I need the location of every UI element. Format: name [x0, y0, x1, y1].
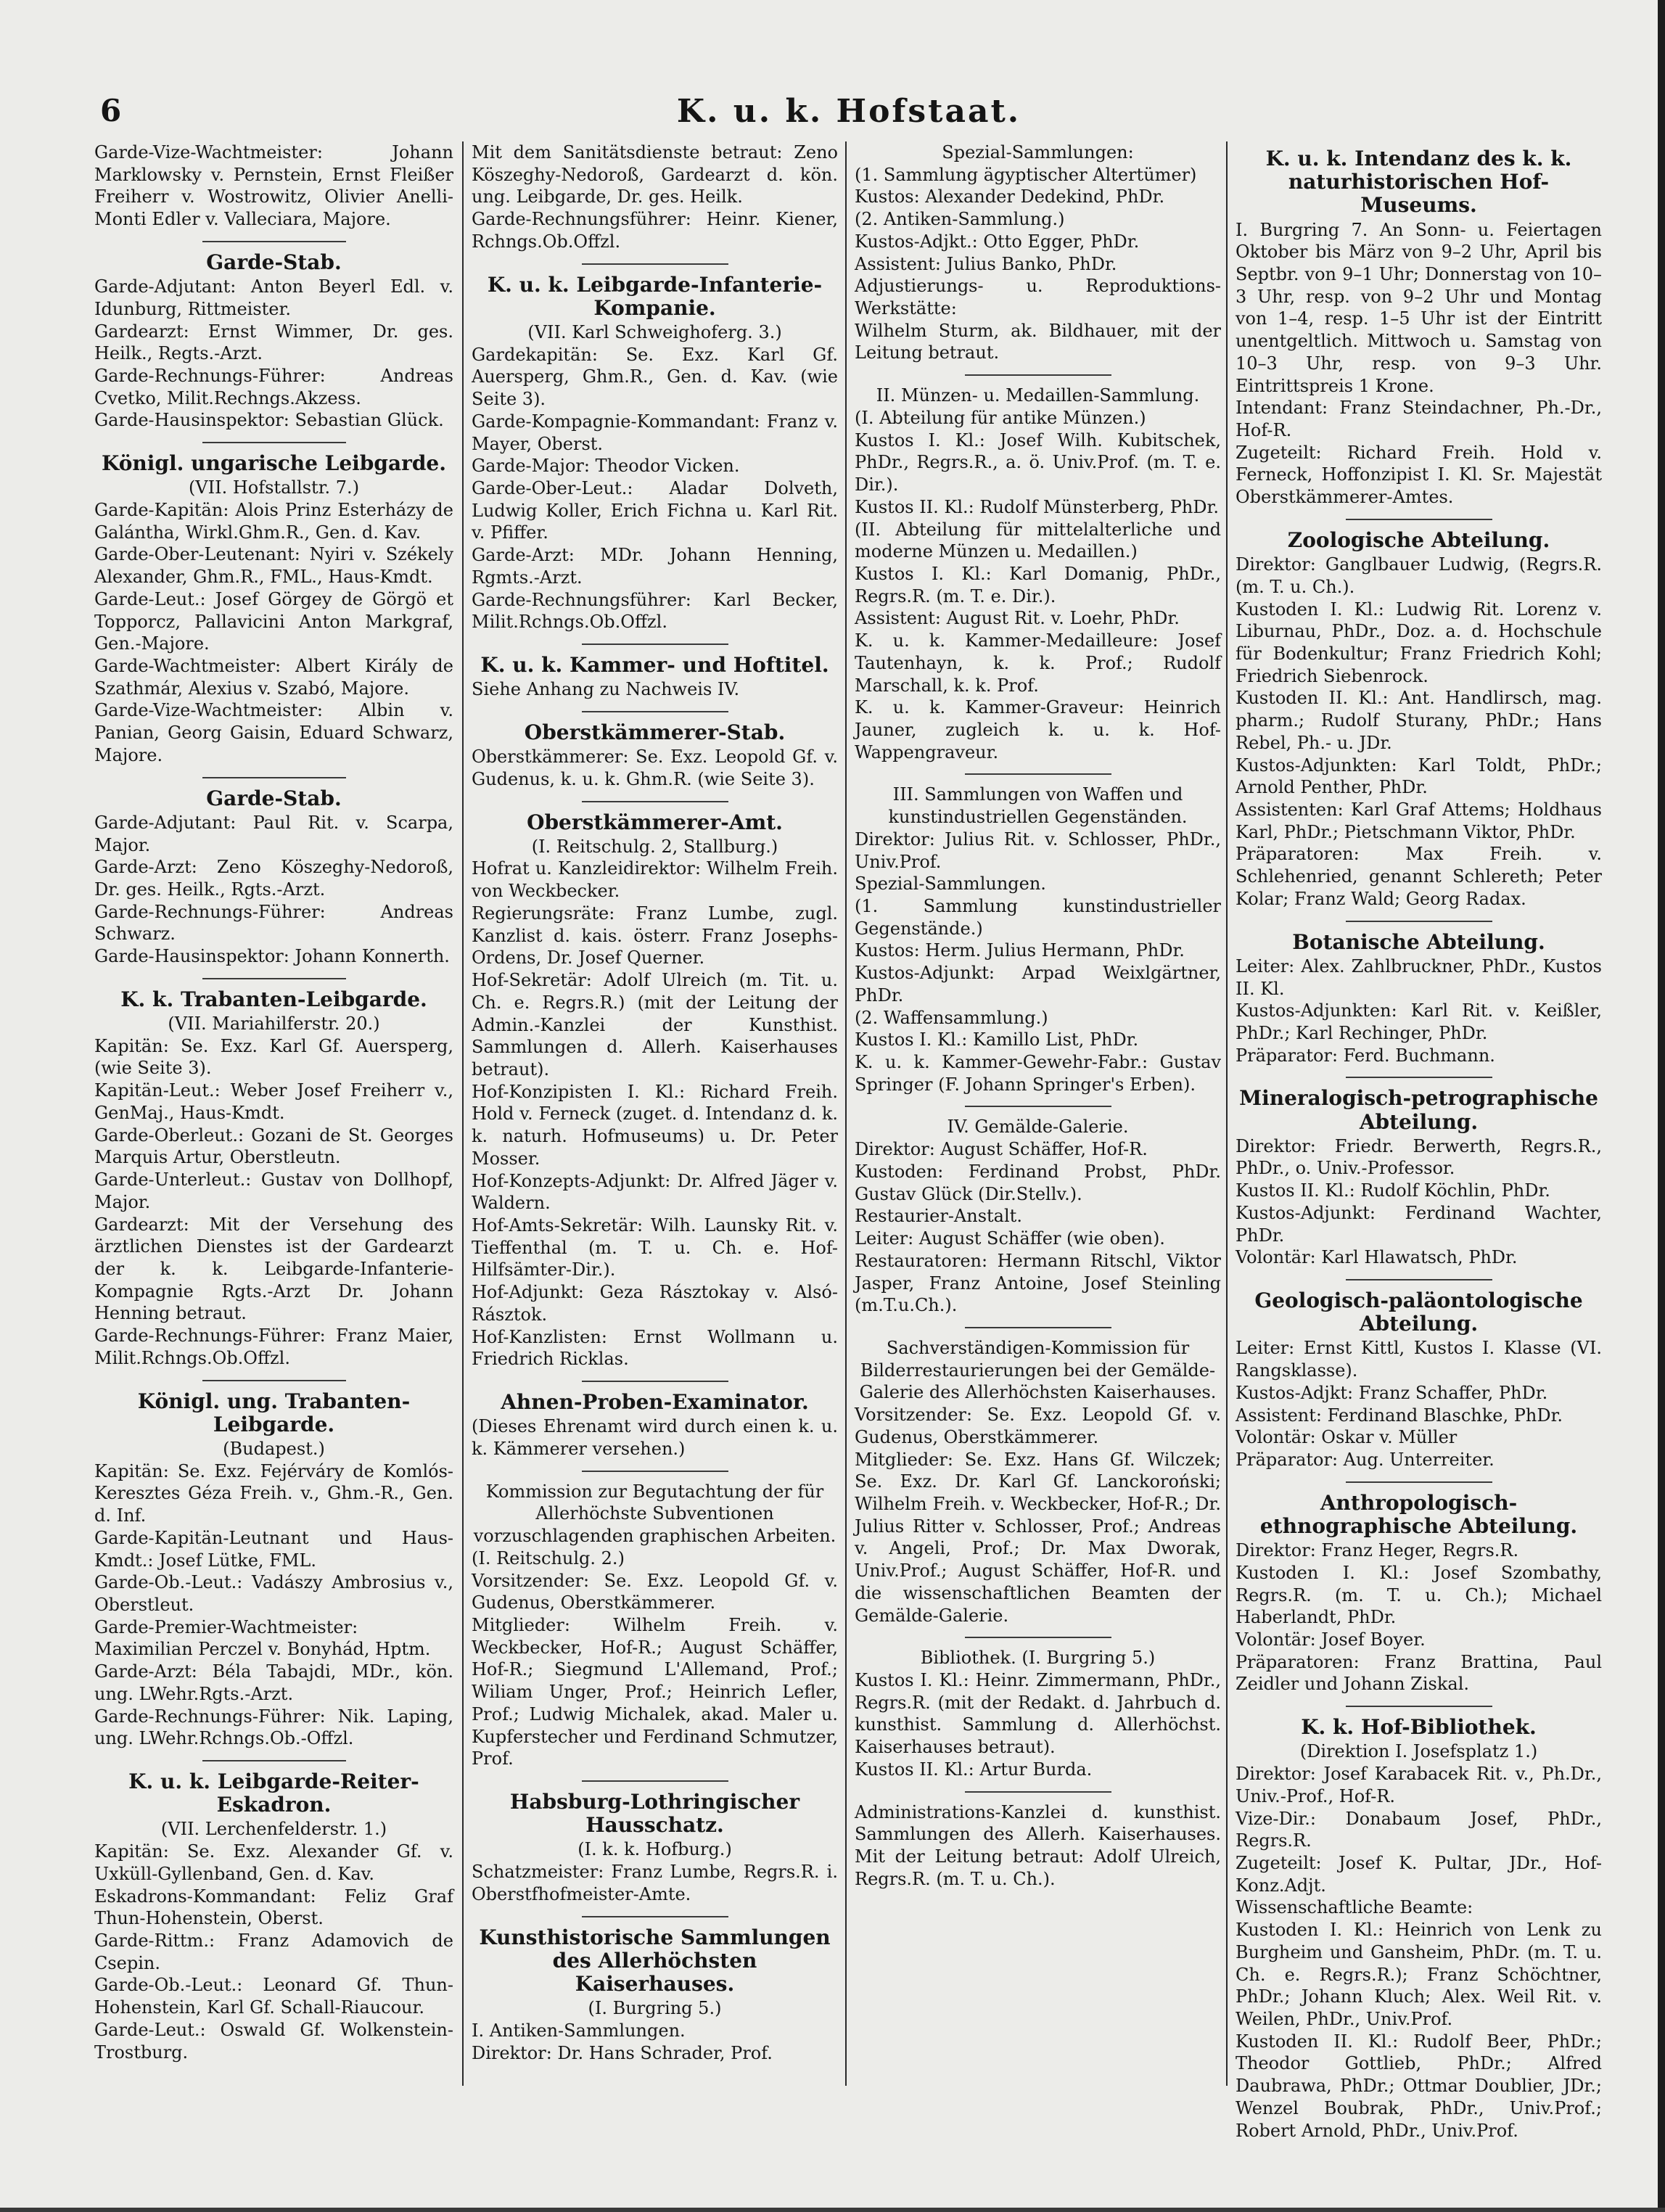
entry-block: [94, 787, 453, 968]
section-heading: K. k. Trabanten-Leibgarde.: [120, 987, 427, 1011]
entry-text: Garde-Kapitän: Alois Prinz Esterházy de Galántha, Wirkl.Ghm.R., Gen. d. Kav.: [94, 500, 453, 543]
entry-text: Gardearzt: Mit der Versehung des ärztlichen Dienstes ist der Gardearzt der k. k. Leibgarde-Infanterie-Kompagnie Rgts.-Arzt Dr. Johann Henning betraut.: [94, 1214, 453, 1324]
entry-block: [94, 251, 453, 432]
section-rule: [582, 801, 728, 802]
entry-text: Zugeteilt: Josef K. Pultar, JDr., Hof-Konz.Adjt.: [1236, 1852, 1602, 1896]
entry-text: Leiter: August Schäffer (wie oben).: [855, 1228, 1165, 1249]
entry-text: Assistent: Ferdinand Blaschke, PhDr.: [1236, 1405, 1563, 1426]
entry-text: Kustos: Herm. Julius Hermann, PhDr.: [855, 940, 1185, 961]
entry-text: Kustoden I. Kl.: Heinrich von Lenk zu Burgheim und Gansheim, PhDr. (m. T. u. Ch. e. Regrs.R.); Franz Schöchtner, PhDr.; Johann Kluch; Alex. Weil Rit. v. Weilen, PhDr., Univ.Prof.: [1236, 1920, 1602, 2029]
entry-text: Hof-Konzipisten I. Kl.: Richard Freih. Hold v. Ferneck (zuget. d. Intendanz d. k. k. naturh. Hofmuseums) u. Dr. Peter Mosser.: [472, 1081, 838, 1169]
entry-text: Hof-Amts-Sekretär: Wilh. Launsky Rit. v. Tieffenthal (m. T. u. Ch. e. Hof-Hilfsämter-Dir.).: [472, 1214, 838, 1280]
entry-text: Administrations-Kanzlei d. kunsthist. Sammlungen des Allerh. Kaiserhauses. Mit der Leitung betraut: Adolf Ulreich, Regrs.R. (m. T. u. Ch.).: [855, 1801, 1221, 1889]
entry-text: Volontär: Karl Hlawatsch, PhDr.: [1236, 1247, 1518, 1268]
entry-text: Mitglieder: Se. Exz. Hans Gf. Wilczek; Se. Exz. Dr. Karl Gf. Lanckoroński; Wilhelm Freih. v. Weckbecker, Hof-R.; Dr. Julius Ritter v. Schlosser, Prof.; Andreas v. Angeli, Prof.; Dr. Max Dworak, Univ.Prof.; August Schäffer, Hof-R. und die wissenschaftlichen Beamten der Gemälde-Galerie.: [855, 1449, 1221, 1626]
entry-text: Assistenten: Karl Graf Attems; Holdhaus Karl, PhDr.; Pietschmann Viktor, PhDr.: [1236, 799, 1602, 842]
entry-text: Garde-Vize-Wachtmeister: Johann Marklowsky v. Pernstein, Ernst Fleißer Freiherr v. Wostrowitz, Olivier Anelli-Monti Edler v. Valleciara, Majore.: [94, 142, 453, 230]
entry-block: [1236, 1716, 1602, 2142]
entry-text: Garde-Leut.: Josef Görgey de Görgö et Topporcz, Pallavicini Anton Markgraf, Gen.-Majore.: [94, 588, 453, 654]
section-subheading: (I. Burgring 5.): [588, 1998, 722, 2019]
section-heading: Geologisch-paläontologische Abteilung.: [1254, 1288, 1583, 1336]
entry-text: Präparatoren: Max Freih. v. Schlehenried, genannt Schlereth; Peter Kolar; Franz Wald; Georg Radax.: [1236, 844, 1602, 909]
entry-text: Kustoden II. Kl.: Rudolf Beer, PhDr.; Theodor Gottlieb, PhDr.; Alfred Daubrawa, PhDr.; Ottmar Doublier, JDr.; Wenzel Boubrak, PhDr., Univ.Prof.; Robert Arnold, PhDr., Univ.Prof.: [1236, 2031, 1602, 2141]
entry-block: [1236, 931, 1602, 1067]
section-rule: [202, 777, 346, 778]
column-divider: [462, 141, 464, 2086]
section-subheading: (I. Reitschulg. 2, Stallburg.): [531, 836, 778, 857]
entry-text: (II. Abteilung für mittelalterliche und moderne Münzen u. Medaillen.): [855, 519, 1221, 562]
entry-text: Präparator: Ferd. Buchmann.: [1236, 1045, 1495, 1066]
entry-text: Restaurier-Anstalt.: [855, 1206, 1022, 1227]
entry-text: Direktor: Franz Heger, Regrs.R.: [1236, 1540, 1519, 1561]
section-rule: [202, 241, 346, 242]
running-title: K. u. k. Hofstaat.: [676, 93, 1021, 130]
section-rule: [582, 1381, 728, 1382]
entry-text: Volontär: Oskar v. Müller: [1236, 1427, 1458, 1448]
entry-block: [855, 385, 1221, 763]
entry-text: Spezial-Sammlungen.: [855, 873, 1046, 895]
entry-text: Kustos I. Kl.: Karl Domanig, PhDr., Regrs.R. (m. T. e. Dir.).: [855, 563, 1221, 607]
section-heading: Königl. ung. Trabanten-Leibgarde.: [137, 1389, 411, 1436]
section-rule: [1346, 1481, 1492, 1483]
entry-text: Kustos: Alexander Dedekind, PhDr.: [855, 186, 1165, 207]
entry-text: Kapitän-Leut.: Weber Josef Freiherr v., GenMaj., Haus-Kmdt.: [94, 1080, 453, 1123]
section-heading: K. u. k. Kammer- und Hoftitel.: [480, 653, 829, 678]
entry-text: Kustoden II. Kl.: Ant. Handlirsch, mag. pharm.; Rudolf Sturany, PhDr.; Hans Rebel, Ph.- u. JDr.: [1236, 688, 1602, 753]
entry-text: Regierungsräte: Franz Lumbe, zugl. Kanzlist d. kais. österr. Franz Josephs-Ordens, Dr. Josef Querner.: [472, 903, 838, 969]
section-rule: [582, 711, 728, 712]
entry-text: Assistent: Julius Banko, PhDr.: [855, 253, 1117, 274]
entry-text: Gardekapitän: Se. Exz. Karl Gf. Auersperg, Ghm.R., Gen. d. Kav. (wie Seite 3).: [472, 344, 838, 410]
entry-text: Kustos I. Kl.: Kamillo List, PhDr.: [855, 1029, 1139, 1051]
entry-block: [94, 452, 453, 767]
section-subheading: III. Sammlungen von Waffen und kunstindustriellen Gegenständen.: [888, 784, 1188, 828]
column-4: [1236, 141, 1602, 2152]
entry-text: Kustos II. Kl.: Rudolf Münsterberg, PhDr.: [855, 496, 1220, 517]
entry-text: Vorsitzender: Se. Exz. Leopold Gf. v. Gudenus, Oberstkämmerer.: [855, 1405, 1221, 1447]
section-subheading: Bibliothek. (I. Burgring 5.): [920, 1648, 1156, 1669]
entry-text: Garde-Ober-Leut.: Aladar Dolveth, Ludwig Koller, Erich Fichna u. Karl Rit. v. Pfiffer.: [472, 478, 838, 543]
entry-block: [472, 1481, 838, 1770]
entry-text: Siehe Anhang zu Nachweis IV.: [472, 679, 740, 700]
column-2: [472, 141, 838, 2074]
entry-text: K. u. k. Kammer-Gewehr-Fabr.: Gustav Springer (F. Johann Springer's Erben).: [855, 1052, 1221, 1095]
section-subheading: (VII. Lerchenfelderstr. 1.): [160, 1819, 387, 1840]
section-rule: [965, 1637, 1111, 1638]
entry-text: Leiter: Alex. Zahlbruckner, PhDr., Kustos II. Kl.: [1236, 955, 1602, 999]
column-divider: [845, 141, 847, 2086]
entry-block: [94, 1770, 453, 2063]
section-heading: K. k. Hof-Bibliothek.: [1301, 1715, 1537, 1740]
entry-text: Garde-Rechnungs-Führer: Andreas Schwarz.: [94, 901, 453, 945]
entry-block: [855, 1647, 1221, 1780]
entry-text: Direktor: Julius Rit. v. Schlosser, PhDr., Univ.Prof.: [855, 829, 1221, 872]
entry-text: Garde-Vize-Wachtmeister: Albin v. Panian, Georg Gaisin, Eduard Schwarz, Majore.: [94, 700, 453, 765]
section-heading: Anthropologisch-ethnographische Abteilung.: [1259, 1490, 1578, 1538]
entry-block: [472, 141, 838, 253]
entry-text: Eskadrons-Kommandant: Feliz Graf Thun-Hohenstein, Oberst.: [94, 1886, 453, 1929]
entry-text: Zugeteilt: Richard Freih. Hold v. Ferneck, Hoffonzipist I. Kl. Sr. Majestät Oberstkämmerer-Amtes.: [1236, 442, 1602, 508]
entry-text: Kustoden I. Kl.: Ludwig Rit. Lorenz v. Liburnau, PhDr., Doz. a. d. Hochschule für Bodenkultur; Franz Friedrich Kohl; Friedrich Siebenrock.: [1236, 599, 1602, 686]
entry-text: Garde-Ober-Leutenant: Nyiri v. Székely Alexander, Ghm.R., FML., Haus-Kmdt.: [94, 544, 453, 588]
entry-text: Oberstkämmerer: Se. Exz. Leopold Gf. v. Gudenus, k. u. k. Ghm.R. (wie Seite 3).: [472, 747, 838, 789]
entry-text: K. u. k. Kammer-Medailleure: Josef Tautenhayn, k. k. Prof.; Rudolf Marschall, k. k. Prof.: [855, 630, 1221, 696]
section-heading: K. u. k. Intendanz des k. k. naturhistorischen Hof-Museums.: [1265, 147, 1572, 218]
entry-text: Kustos-Adjunkten: Karl Rit. v. Keißler, PhDr.; Karl Rechinger, PhDr.: [1236, 1000, 1602, 1043]
entry-text: (2. Waffensammlung.): [855, 1007, 1048, 1028]
entry-text: Garde-Rechnungs-Führer: Franz Maier, Milit.Rchngs.Ob.Offzl.: [94, 1325, 453, 1368]
section-rule: [965, 773, 1111, 775]
entry-text: Kustos I. Kl.: Josef Wilh. Kubitschek, PhDr., Regrs.R., a. ö. Univ.Prof. (m. T. e. Dir.).: [855, 429, 1221, 496]
entry-block: [1236, 1492, 1602, 1695]
entry-text: Direktor: Friedr. Berwerth, Regrs.R., PhDr., o. Univ.-Professor.: [1236, 1135, 1602, 1179]
entry-text: Kustos-Adjunkten: Karl Toldt, PhDr.; Arnold Penther, PhDr.: [1236, 755, 1602, 798]
entry-text: Mitglieder: Wilhelm Freih. v. Weckbecker, Hof-R.; August Schäffer, Hof-R.; Siegmund L'Allemand, Prof.; Wiliam Unger, Prof.; Heinrich Lefler, Prof.; Ludwig Michalek, akad. Maler u. Kupferstecher und Ferdinand Schmutzer, Prof.: [472, 1614, 838, 1769]
section-rule: [965, 374, 1111, 376]
section-subheading: II. Münzen- u. Medaillen-Sammlung.: [876, 385, 1200, 406]
entry-block: [472, 274, 838, 633]
section-heading: K. u. k. Leibgarde-Reiter-Eskadron.: [128, 1769, 419, 1817]
entry-text: Wissenschaftliche Beamte:: [1236, 1897, 1473, 1918]
entry-block: [855, 1116, 1221, 1316]
entry-text: Volontär: Josef Boyer.: [1236, 1629, 1426, 1650]
entry-text: Garde-Ob.-Leut.: Vadászy Ambrosius v., Oberstleut.: [94, 1572, 453, 1615]
entry-text: (1. Sammlung ägyptischer Altertümer): [855, 164, 1197, 185]
section-subheading: (VII. Mariahilferstr. 20.): [168, 1014, 380, 1035]
entry-block: [855, 784, 1221, 1095]
column-3: [855, 141, 1221, 1900]
section-subheading: (Budapest.): [223, 1438, 325, 1459]
section-rule: [582, 263, 728, 265]
entry-text: Vorsitzender: Se. Exz. Leopold Gf. v. Gudenus, Oberstkämmerer.: [472, 1570, 838, 1613]
entry-text: Garde-Kapitän-Leutnant und Haus-Kmdt.: Josef Lütke, FML.: [94, 1527, 453, 1571]
entry-block: [472, 811, 838, 1370]
entry-block: [472, 654, 838, 701]
section-heading: Kunsthistorische Sammlungen des Allerhöchsten Kaiserhauses.: [479, 1925, 831, 1996]
section-heading: Garde-Stab.: [206, 250, 342, 274]
entry-text: Wilhelm Sturm, ak. Bildhauer, mit der Leitung betraut.: [855, 320, 1221, 363]
section-subheading: (I. k. k. Hofburg.): [577, 1839, 732, 1860]
entry-text: I. Antiken-Sammlungen.: [472, 2020, 686, 2041]
entry-text: Garde-Arzt: MDr. Johann Henning, Rgmts.-Arzt.: [472, 545, 838, 588]
entry-text: I. Burgring 7. An Sonn- u. Feiertagen Oktober bis März von 9–2 Uhr, April bis Septbr. von 9–1 Uhr; Donnerstag von 10–3 Uhr, resp. von 9–2 Uhr und Montag von 1–4, resp. 1–5 Uhr ist der Eintritt unentgeltlich. Mittwoch u. Samstag von 10–3 Uhr, resp. von 9–3 Uhr. Eintrittspreis 1 Krone.: [1236, 219, 1602, 396]
entry-text: Garde-Hausinspektor: Sebastian Glück.: [94, 410, 444, 431]
entry-text: Hof-Konzepts-Adjunkt: Dr. Alfred Jäger v. Waldern.: [472, 1170, 838, 1214]
entry-text: Garde-Rittm.: Franz Adamovich de Csepin.: [94, 1930, 453, 1973]
entry-block: [855, 1801, 1221, 1891]
entry-text: (2. Antiken-Sammlung.): [855, 209, 1065, 230]
section-rule: [202, 442, 346, 443]
scan-edge-bottom: [0, 2208, 1665, 2212]
entry-text: Kapitän: Se. Exz. Fejérváry de Komlós-Keresztes Géza Freih. v., Ghm.-R., Gen. d. Inf.: [94, 1460, 453, 1526]
section-rule: [1346, 519, 1492, 520]
column-1: [94, 141, 453, 2073]
entry-block: [472, 1926, 838, 2065]
section-rule: [582, 1471, 728, 1472]
entry-text: Garde-Arzt: Zeno Köszeghy-Nedoroß, Dr. ges. Heilk., Rgts.-Arzt.: [94, 857, 453, 900]
entry-text: Garde-Adjutant: Anton Beyerl Edl. v. Idunburg, Rittmeister.: [94, 276, 453, 319]
entry-text: Kapitän: Se. Exz. Karl Gf. Auersperg, (wie Seite 3).: [94, 1035, 453, 1079]
entry-block: [472, 1391, 838, 1460]
section-heading: K. u. k. Leibgarde-Infanterie-Kompanie.: [487, 272, 823, 320]
entry-text: Garde-Ob.-Leut.: Leonard Gf. Thun-Hohenstein, Karl Gf. Schall-Riaucour.: [94, 1975, 453, 2018]
section-heading: Mineralogisch-petrographische Abteilung.: [1239, 1086, 1598, 1134]
page-header: [91, 93, 1607, 133]
entry-text: Kustos II. Kl.: Rudolf Köchlin, PhDr.: [1236, 1180, 1550, 1201]
entry-block: [94, 988, 453, 1370]
entry-text: Kustoden: Ferdinand Probst, PhDr. Gustav Glück (Dir.Stellv.).: [855, 1161, 1221, 1204]
entry-text: Garde-Rechnungsführer: Heinr. Kiener, Rchngs.Ob.Offzl.: [472, 209, 838, 252]
entry-text: Leiter: Ernst Kittl, Kustos I. Klasse (VI. Rangsklasse).: [1236, 1338, 1602, 1381]
entry-text: Direktor: Josef Karabacek Rit. v., Ph.Dr., Univ.-Prof., Hof-R.: [1236, 1764, 1602, 1806]
entry-text: Präparatoren: Franz Brattina, Paul Zeidler und Johann Ziskal.: [1236, 1651, 1602, 1695]
entry-block: [1236, 147, 1602, 509]
section-rule: [202, 978, 346, 979]
section-subheading: (Direktion I. Josefsplatz 1.): [1299, 1741, 1538, 1762]
entry-text: Kustos II. Kl.: Artur Burda.: [855, 1759, 1093, 1780]
entry-text: Hof-Adjunkt: Geza Rásztokay v. Alsó-Rásztok.: [472, 1282, 838, 1325]
entry-text: Vize-Dir.: Donabaum Josef, PhDr., Regrs.R.: [1236, 1808, 1602, 1851]
entry-text: Hof-Kanzlisten: Ernst Wollmann u. Friedrich Ricklas.: [472, 1326, 838, 1370]
entry-text: Garde-Leut.: Oswald Gf. Wolkenstein-Trostburg.: [94, 2019, 453, 2063]
entry-text: Garde-Rechnungs-Führer: Andreas Cvetko, Milit.Rechngs.Akzess.: [94, 365, 453, 408]
entry-text: Hof-Sekretär: Adolf Ulreich (m. Tit. u. Ch. e. Regrs.R.) (mit der Leitung der Admin.-Kanzlei der Kunsthist. Sammlungen d. Allerh. Kaiserhauses betraut).: [472, 970, 838, 1080]
entry-text: Garde-Hausinspektor: Johann Konnerth.: [94, 946, 450, 967]
entry-block: [472, 721, 838, 791]
scan-edge-right: [1658, 0, 1665, 2212]
entry-block: [472, 1790, 838, 1906]
section-heading: Garde-Stab.: [206, 786, 342, 810]
entry-text: Garde-Major: Theodor Vicken.: [472, 456, 740, 477]
entry-text: (I. Reitschulg. 2.): [472, 1547, 625, 1568]
entry-text: Garde-Oberleut.: Gozani de St. Georges Marquis Artur, Oberstleutn.: [94, 1124, 453, 1168]
entry-text: Kapitän: Se. Exz. Alexander Gf. v. Uxküll-Gyllenband, Gen. d. Kav.: [94, 1841, 453, 1884]
section-heading: Habsburg-Lothringischer Hausschatz.: [509, 1789, 800, 1838]
entry-text: Intendant: Franz Steindachner, Ph.-Dr., Hof-R.: [1236, 398, 1602, 441]
entry-block: [1236, 1087, 1602, 1269]
entry-text: Garde-Arzt: Béla Tabajdi, MDr., kön. ung. LWehr.Rgts.-Arzt.: [94, 1661, 453, 1704]
entry-text: Assistent: August Rit. v. Loehr, PhDr.: [855, 608, 1180, 629]
entry-text: Kustos-Adjkt.: Otto Egger, PhDr.: [855, 231, 1140, 252]
section-rule: [582, 644, 728, 645]
entry-text: Gardearzt: Ernst Wimmer, Dr. ges. Heilk., Regts.-Arzt.: [94, 321, 453, 364]
section-rule: [1346, 1706, 1492, 1707]
section-heading: Oberstkämmerer-Stab.: [524, 720, 786, 744]
entry-text: Restauratoren: Hermann Ritschl, Viktor Jasper, Franz Antoine, Josef Steinling (m.T.u.Ch.).: [855, 1250, 1221, 1316]
section-heading: Ahnen-Proben-Examinator.: [501, 1390, 809, 1414]
entry-text: Hofrat u. Kanzleidirektor: Wilhelm Freih. von Weckbecker.: [472, 858, 838, 902]
section-heading: Königl. ungarische Leibgarde.: [102, 451, 446, 476]
entry-text: Kustos-Adjunkt: Ferdinand Wachter, PhDr.: [1236, 1202, 1602, 1246]
entry-text: Garde-Adjutant: Paul Rit. v. Scarpa, Major.: [94, 812, 453, 855]
section-subheading: (VII. Karl Schweighoferg. 3.): [527, 321, 782, 342]
column-divider: [1226, 141, 1228, 2086]
entry-text: (Dieses Ehrenamt wird durch einen k. u. k. Kämmerer versehen.): [472, 1416, 838, 1459]
page-number: 6: [100, 93, 122, 128]
section-subheading: Kommission zur Begutachtung der für Allerhöchste Subventionen vorzuschlagenden graphischen Arbeiten.: [473, 1481, 836, 1547]
section-heading: Zoologische Abteilung.: [1287, 527, 1550, 552]
section-heading: Oberstkämmerer-Amt.: [527, 810, 783, 834]
entry-text: Garde-Unterleut.: Gustav von Dollhopf, Major.: [94, 1169, 453, 1212]
entry-text: Garde-Rechnungs-Führer: Nik. Laping, ung. LWehr.Rchngs.Ob.-Offzl.: [94, 1706, 453, 1749]
entry-block: [855, 141, 1221, 364]
section-rule: [965, 1791, 1111, 1793]
section-subheading: Sachverständigen-Kommission für Bilderrestaurierungen bei der Gemälde-Galerie des Allerhöchsten Kaiserhauses.: [859, 1337, 1217, 1403]
section-rule: [965, 1327, 1111, 1328]
section-heading: Botanische Abteilung.: [1292, 929, 1545, 954]
entry-text: Garde-Kompagnie-Kommandant: Franz v. Mayer, Oberst.: [472, 411, 838, 454]
entry-block: [94, 1390, 453, 1750]
entry-block: [94, 141, 453, 231]
section-rule: [965, 1106, 1111, 1107]
entry-text: Direktor: Dr. Hans Schrader, Prof.: [472, 2042, 773, 2063]
entry-text: Präparator: Aug. Unterreiter.: [1236, 1450, 1495, 1471]
section-rule: [1346, 1279, 1492, 1280]
entry-text: (1. Sammlung kunstindustrieller Gegenstände.): [855, 896, 1221, 939]
entry-text: Mit dem Sanitätsdienste betraut: Zeno Köszeghy-Nedoroß, Gardearzt d. kön. ung. Leibgarde, Dr. ges. Heilk.: [472, 142, 838, 207]
entry-text: Direktor: August Schäffer, Hof-R.: [855, 1139, 1148, 1160]
entry-text: Kustos-Adjunkt: Arpad Weixlgärtner, PhDr.: [855, 963, 1221, 1006]
section-rule: [1346, 921, 1492, 922]
section-subheading: (VII. Hofstallstr. 7.): [188, 477, 360, 498]
entry-text: Kustos-Adjkt: Franz Schaffer, PhDr.: [1236, 1382, 1548, 1403]
entry-block: [1236, 529, 1602, 910]
entry-text: Kustos I. Kl.: Heinr. Zimmermann, PhDr., Regrs.R. (mit der Redakt. d. Jahrbuch d. kunsthist. Sammlung d. Allerhöchst. Kaiserhauses betraut).: [855, 1670, 1221, 1758]
section-rule: [1346, 1077, 1492, 1078]
entry-block: [855, 1337, 1221, 1627]
entry-text: Garde-Wachtmeister: Albert Király de Szathmár, Alexius v. Szabó, Majore.: [94, 656, 453, 699]
entry-text: Garde-Premier-Wachtmeister: Maximilian Perczel v. Bonyhád, Hptm.: [94, 1616, 431, 1660]
section-rule: [202, 1760, 346, 1761]
section-rule: [582, 1780, 728, 1782]
section-subheading: IV. Gemälde-Galerie.: [947, 1117, 1129, 1138]
section-subheading: Spezial-Sammlungen:: [942, 142, 1134, 163]
entry-text: Garde-Rechnungsführer: Karl Becker, Milit.Rchngs.Ob.Offzl.: [472, 589, 838, 633]
entry-text: Kustoden I. Kl.: Josef Szombathy, Regrs.R. (m. T. u. Ch.); Michael Haberlandt, PhDr.: [1236, 1562, 1602, 1628]
section-rule: [202, 1380, 346, 1381]
section-rule: [582, 1916, 728, 1917]
entry-text: (I. Abteilung für antike Münzen.): [855, 407, 1146, 428]
entry-text: Schatzmeister: Franz Lumbe, Regrs.R. i. Oberstfhofmeister-Amte.: [472, 1862, 838, 1904]
entry-text: Direktor: Ganglbauer Ludwig, (Regrs.R. (m. T. u. Ch.).: [1236, 554, 1602, 597]
entry-text: Adjustierungs- u. Reproduktions-Werkstätte:: [855, 276, 1221, 319]
entry-text: K. u. k. Kammer-Graveur: Heinrich Jauner, zugleich k. u. k. Hof-Wappengraveur.: [855, 697, 1221, 762]
entry-block: [1236, 1289, 1602, 1471]
